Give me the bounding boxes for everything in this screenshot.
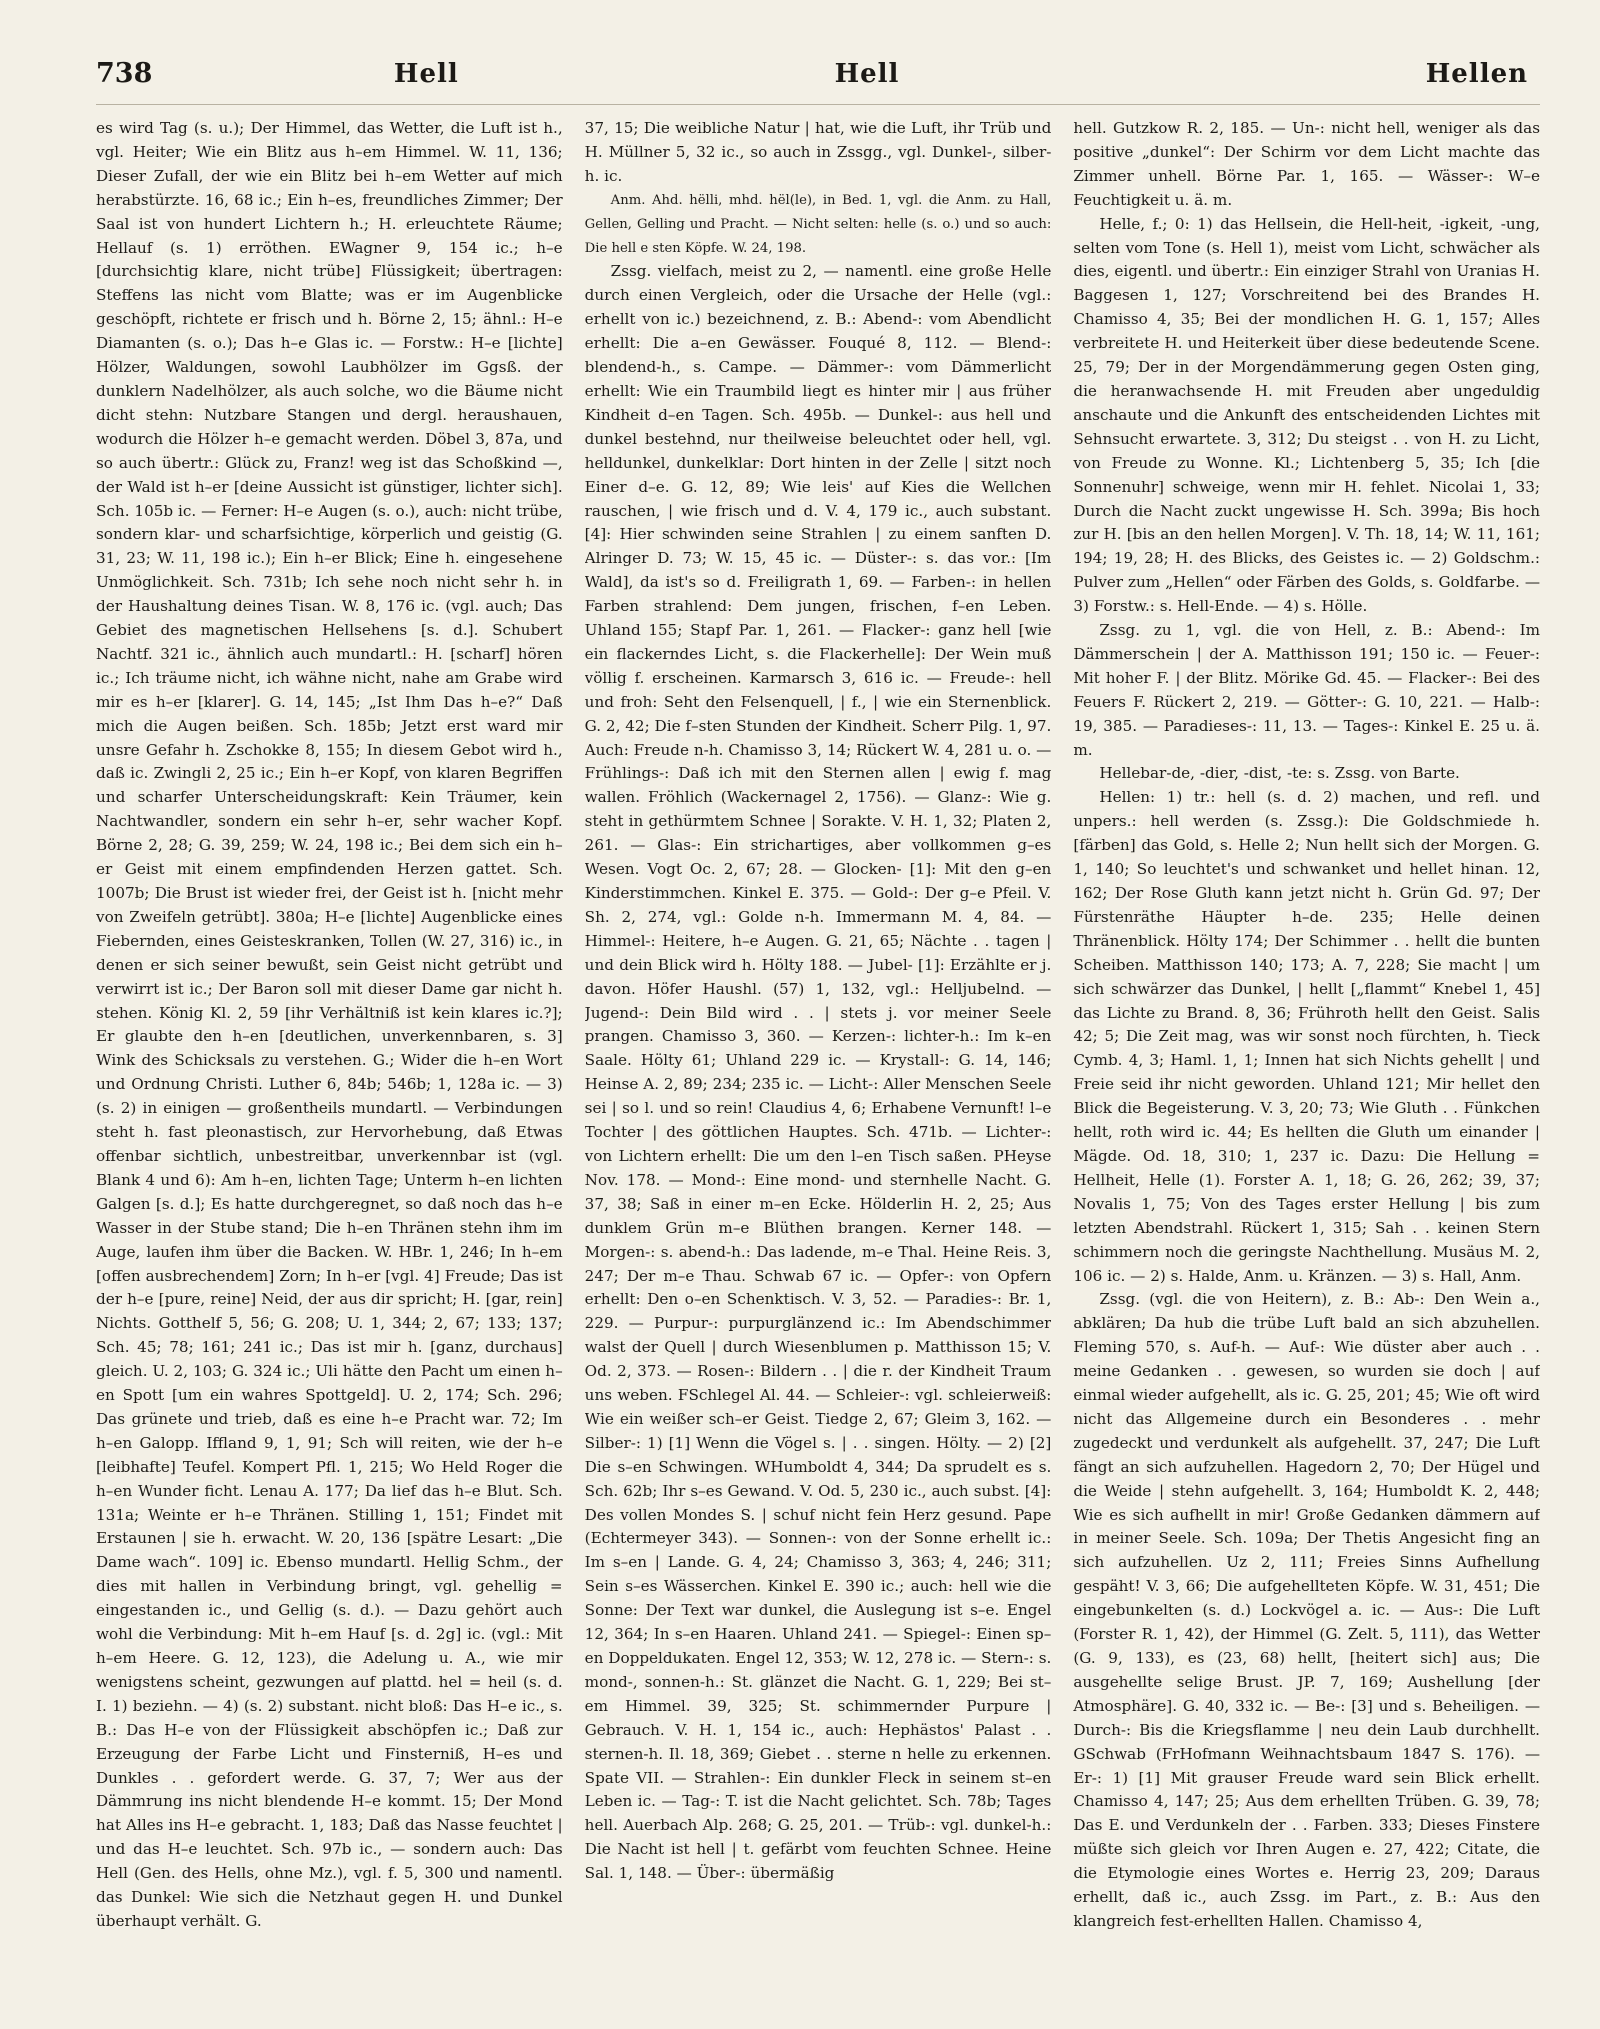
header-left-word: Hell (393, 59, 459, 89)
entry-helle: Helle, f.; 0: 1) das Hellsein, die Hell-heit, -igkeit, -ung, selten vom Tone (s. Hell 1), meist vom Licht, schwächer als dies, eigentl. und übertr.: Ein einziger Strahl von Uranias H. Baggesen 1, 127; Vorschreitend bei des Brandes H. Chamisso 4, 35; Bei der mondlichen H. G. 1, 157; Alles verbreitete H. und Heiterkeit über diese bedeutende Scene. 25, 79; Der in der Morgendämmerung gegen Osten ging, die heranwachsende H. mit Freuden aber ungeduldig anschaute und die Ankunft des entscheidenden Lichtes mit Sehnsucht erwartete. 3, 312; Du steigst . . von H. zu Licht, von Freude zu Wonne. Kl.; Lichtenberg 5, 35; Ich [die Sonnenuhr] schweige, wenn mir H. fehlet. Nicolai 1, 33; Durch die Nacht zuckt ungewisse H. Sch. 399a; Bis hoch zur H. [bis an den hellen Morgen]. V. Th. 18, 14; W. 11, 161; 194; 19, 28; H. des Blicks, des Geistes ic. — 2) Goldschm.: Pulver zum „Hellen“ oder Färben des Golds, s. Goldfarbe. — 3) Forstw.: s. Hell-Ende. — 4) s. Hölle. (1073, 214, 1541, 616)
page-number: 738 (96, 58, 153, 89)
page-header (96, 58, 1540, 105)
entry-hellebarde: Hellebar-de, -dier, -dist, -te: s. Zssg. von Barte. (1099, 764, 1460, 783)
paragraph: Zssg. (vgl. die von Heitern), z. B.: Ab-: Den Wein a., abklären; Da hub die trübe Luft bald an sich abzuhellen. Fleming 570, s. Auf-h. — Auf-: Wie düster aber auch . . meine Gedanken . . gewesen, so wurden sie doch | auf einmal wieder aufgehellt, als ic. G. 25, 201; 45; Wie oft wird nicht das Allgemeine durch ein Besonderes . . mehr zugedeckt und verdunkelt als aufgehellt. 37, 247; Die Luft fängt an sich aufzuhellen. Hagedorn 2, 70; Der Hügel und die Weide | stehn aufgehellt. 3, 164; Humboldt K. 2, 448; Wie es sich aufhellt in mir! Große Gedanken dämmern auf in meiner Seele. Sch. 109a; Der Thetis Angesicht fing an sich aufzuhellen. Uz 2, 111; Freies Sinns Aufhellung gespäht! V. 3, 66; Die aufgehellteten Köpfe. W. 31, 451; Die eingebunkelten (s. d.) Lockvögel a. ic. — Aus-: Die Luft (Forster R. 1, 42), der Himmel (G. Zelt. 5, 111), das Wetter (G. 9, 133), es (23, 68) hellt, [heitert sich] aus; Die ausgehellte selige Brust. JP. 7, 169; Aushellung [der Atmosphäre]. G. 40, 332 ic. — Be-: [3] und s. Beheiligen. — Durch-: Bis die Kriegsflamme | neu dein Laub durchhellt. GSchwab (FrHofmann Weihnachtsbaum 1847 S. 176). — Er-: 1) [1] Mit grauser Freude ward sein Blick erhellt. Chamisso 4, 147; 25; Aus dem erhellten Trüben. G. 39, 78; Das E. und Verdunkeln der . . Farben. 333; Dieses Finstere müßte sich gleich vor Ihren Augen e. 27, 422; Citate, die die Etymologie eines Wortes e. Herrig 23, 209; Daraus erhellt, daß ic., auch Zssg. im Part., z. B.: Aus den klangreich fest-erhellten Hallen. Chamisso 4, (1073, 1290, 1541, 1930)
column-right (1073, 117, 1540, 2007)
entry-hellen: Hellen: 1) tr.: hell (s. d. 2) machen, und refl. und unpers.: hell werden (s. Zssg.): Die Goldschmiede h. [färben] das Gold, s. Helle 2; Nun hellt sich der Morgen. G. 1, 140; So leuchtet's und schwanket und hellet hinan. 12, 162; Der Rose Gluth kann jetzt nicht h. Grün Gd. 97; Der Fürstenräthe Häupter h–de. 235; Helle deinen Thränenblick. Hölty 174; Der Schimmer . . hellt die bunten Scheiben. Matthisson 140; 173; A. 7, 228; Sie macht | um sich schwärzer das Dunkel, | hellt [„flammt“ Knebel 1, 45] das Lichte zu Brand. 8, 36; Frühroth hellt den Geist. Salis 42; 5; Die Zeit mag, was wir sonst noch fürchten, h. Tieck Cymb. 4, 3; Haml. 1, 1; Innen hat sich Nichts gehellt | und Freie seid ihr nicht geworden. Uhland 121; Mir hellet den Blick die Begeisterung. V. 3, 20; 73; Wie Gluth . . Fünkchen hellt, roth wird ic. 44; Es hellten die Gluth um einander | Mägde. Od. 18, 310; 1, 237 ic. Dazu: Die Hellung = Hellheit, Helle (1). Forster A. 1, 18; G. 26, 262; 39, 37; Novalis 1, 75; Von des Tages erster Hellung | bis zum letzten Abendstrahl. Rückert 1, 315; Sah . . keinen Stern schimmern noch die geringste Nachthellung. Musäus M. 2, 106 ic. — 2) s. Halde, Anm. u. Kränzen. — 3) s. Hall, Anm. (1073, 788, 1541, 1285)
paragraph: Zssg. vielfach, meist zu 2, — namentl. eine große Helle durch einen Vergleich, oder die Ursache der Helle (vgl.: erhellt von ic.) bezeichnend, z. B.: Abend-: vom Abendlicht erhellt: Die a–en Gewässer. Fouqué 8, 112. — Blend-: blendend-h., s. Campe. — Dämmer-: vom Dämmerlicht erhellt: Wie ein Traumbild liegt es hinter mir | aus früher Kindheit d–en Tagen. Sch. 495b. — Dunkel-: aus hell und dunkel bestehnd, nur theilweise beleuchtet oder hell, vgl. helldunkel, dunkelklar: Dort hinten in der Zelle | sitzt noch Einer d–e. G. 12, 89; Wie leis' auf Kies die Wellchen rauschen, | wie frisch und d. V. 4, 179 ic., auch substant. [4]: Hier schwinden seine Strahlen | zu einem sanften D. Alringer D. 73; W. 15, 45 ic. — Düster-: s. das vor.: [Im Wald], da ist's so d. Freiligrath 1, 69. — Farben-: in hellen Farben strahlend: Dem jungen, frischen, f–en Leben. Uhland 155; Stapf Par. 1, 261. — Flacker-: ganz hell [wie ein flackerndes Licht, s. die Flackerhelle]: Der Wein muß völlig f. erscheinen. Karmarsch 3, 616 ic. — Freude-: hell und froh: Seht den Felsenquell, | f., | wie ein Sternenblick. G. 2, 42; Die f–sten Stunden der Kindheit. Scherr Pilg. 1, 97. Auch: Freude n-h. Chamisso 3, 14; Rückert W. 4, 281 u. o. — Frühlings-: Daß ich mit den Sternen allen | ewig f. mag wallen. Fröhlich (Wackernagel 2, 1756). — Glanz-: Wie g. steht in gethürmtem Schnee | Sorakte. V. H. 1, 32; Platen 2, 261. — Glas-: Ein strichartiges, aber vollkommen g–es Wesen. Vogt Oc. 2, 67; 28. — Glocken- [1]: Mit den g–en Kinderstimmchen. Kinkel E. 375. — Gold-: Der g–e Pfeil. V. Sh. 2, 274, vgl.: Golde n-h. Immermann M. 4, 84. — Himmel-: Heitere, h–e Augen. G. 21, 65; Nächte . . tagen | und dein Blick wird h. Hölty 188. — Jubel- [1]: Erzählte er j. davon. Höfer Haushl. (57) 1, 132, vgl.: Helljubelnd. — Jugend-: Dein Bild wird . . | stets j. vor meiner Seele prangen. Chamisso 3, 360. — Kerzen-: lichter-h.: Im k–en Saale. Hölty 61; Uhland 229 ic. — Krystall-: G. 14, 146; Heinse A. 2, 89; 234; 235 ic. — Licht-: Aller Menschen Seele sei | so l. und so rein! Claudius 4, 6; Erhabene Vernunft! l–e Tochter | des göttlichen Hauptes. Sch. 471b. — Lichter-: von Lichtern erhellt: Die um den l–en Tisch saßen. PHeyse Nov. 178. — Mond-: Eine mond- und sternhelle Nacht. G. 37, 38; Saß in einer m–en Ecke. Hölderlin H. 2, 25; Aus dunklem Grün m–e Blüthen brangen. Kerner 148. — Morgen-: s. abend-h.: Das ladende, m–e Thal. Heine Reis. 3, 247; Der m–e Thau. Schwab 67 ic. — Opfer-: von Opfern erhellt: Den o–en Schenktisch. V. 3, 52. — Paradies-: Br. 1, 229. — Purpur-: purpurglänzend ic.: Im Abendschimmer walst der Quell | durch Wiesenblumen p. Matthisson 15; V. Od. 2, 373. — Rosen-: Bildern . . | die r. der Kindheit Traum uns weben. FSchlegel Al. 44. — Schleier-: vgl. schleierweiß: Wie ein weißer sch–er Geist. Tiedge 2, 67; Gleim 3, 162. — Silber-: 1) [1] Wenn die Vögel s. | . . singen. Hölty. — 2) [2] Die s–en Schwingen. WHumboldt 4, 344; Da sprudelt es s. Sch. 62b; Ihr s–es Gewand. V. Od. 5, 230 ic., auch subst. [4]: Des vollen Mondes S. | schuf nicht fein Herz gesund. Pape (Echtermeyer 343). — Sonnen-: von der Sonne erhellt ic.: Im s–en | Lande. G. 4, 24; Chamisso 3, 363; 4, 246; 311; Sein s–es Wässerchen. Kinkel E. 390 ic.; auch: hell wie die Sonne: Der Text war dunkel, die Auslegung ist s–e. Engel 12, 364; In s–en Haaren. Uhland 241. — Spiegel-: Einen sp–en Doppeldukaten. Engel 12, 353; W. 12, 278 ic. — Stern-: s. mond-, sonnen-h.: St. glänzet die Nacht. G. 1, 229; Bei st–em Himmel. 39, 325; St. schimmernder Purpure | Gebrauch. V. H. 1, 154 ic., auch: Hephästos' Palast . . sternen-h. Il. 18, 369; Giebet . . sterne n helle zu erkennen. Spate VII. — Strahlen-: Ein dunkler Fleck in seinem st–en Leben ic. — Tag-: T. ist die Nacht gelichtet. Sch. 78b; Tages hell. Auerbach Alp. 268; G. 25, 201. — Trüb-: vgl. dunkel-h.: Die Nacht ist hell | t. gefärbt vom feuchten Schnee. Heine Sal. 1, 148. — Über-: übermäßig (584, 262, 1052, 1883)
paragraph: Zssg. zu 1, vgl. die von Hell, z. B.: Abend-: Im Dämmerschein | der A. Matthisson 191; 150 ic. — Feuer-: Mit hoher F. | der Blitz. Mörike Gd. 45. — Flacker-: Bei des Feuers F. Rückert 2, 219. — Götter-: G. 10, 221. — Halb-: 19, 385. — Paradieses-: 11, 13. — Tages-: Kinkel E. 25 u. ä. m. (1073, 621, 1541, 759)
text-columns (96, 117, 1540, 2007)
column-middle (585, 117, 1052, 2007)
column-left (96, 117, 563, 2007)
paragraph: hell. Gutzkow R. 2, 185. — Un-: nicht hell, weniger als das positive „dunkel“: Der Schirm vor dem Licht machte das Zimmer unhell. Börne Par. 1, 165. — Wässer-: W–e Feuchtigkeit u. ä. m. (1073, 119, 1541, 209)
paragraph: 37, 15; Die weibliche Natur | hat, wie die Luft, ihr Trüb und H. Müllner 5, 32 ic., so auch in Zssgg., vgl. Dunkel-, silber-h. ic. (584, 119, 1052, 185)
paragraph: es wird Tag (s. u.); Der Himmel, das Wetter, die Luft ist h., vgl. Heiter; Wie ein Blitz aus h–em Himmel. W. 11, 136; Dieser Zufall, der wie ein Blitz bei h–em Wetter auf mich herabstürzte. 16, 68 ic.; Ein h–es, freundliches Zimmer; Der Saal ist von hundert Lichtern h.; H. erleuchtete Räume; Hellauf (s. 1) erröthen. EWagner 9, 154 ic.; h–e [durchsichtig klare, nicht trübe] Flüssigkeit; übertragen: Steffens las nicht vom Blatte; was er im Augenblicke geschöpft, richtete er frisch und h. Börne 2, 15; ähnl.: H–e Diamanten (s. o.); Das h–e Glas ic. — Forstw.: H–e [lichte] Hölzer, Waldungen, sowohl Laubhölzer im Ggsß. der dunklern Nadelhölzer, als auch solche, wo die Bäume nicht dicht stehn: Nutzbare Stangen und dergl. heraushauen, wodurch die Hölzer h–e gemacht werden. Döbel 3, 87a, und so auch übertr.: Glück zu, Franz! weg ist das Schoßkind —, der Wald ist h–er [deine Aussicht ist günstiger, lichter sich]. Sch. 105b ic. — Ferner: H–e Augen (s. o.), auch: nicht trübe, sondern klar- und scharfsichtige, körperlich und geistig (G. 31, 23; W. 11, 198 ic.); Ein h–er Blick; Eine h. eingesehene Unmöglichkeit. Sch. 731b; Ich sehe noch nicht sehr h. in der Haushaltung deines Tisan. W. 8, 176 ic. (vgl. auch; Das Gebiet des magnetischen Hellsehens [s. d.]. Schubert Nachtf. 321 ic., ähnlich auch mundartl.: H. [scharf] hören ic.; Ich träume nicht, ich wähne nicht, nahe am Grabe wird mir es h–er [klarer]. G. 14, 145; „Ist Ihm Das h–e?“ Daß mich die Augen beißen. Sch. 185b; Jetzt erst ward mir unsre Gefahr h. Zschokke 8, 155; In diesem Gebot wird h., daß ic. Zwingli 2, 25 ic.; Ein h–er Kopf, von klaren Begriffen und scharfer Unterscheidungskraft: Kein Träumer, kein Nachtwandler, sondern ein sehr h–er, sehr wacher Kopf. Börne 2, 28; G. 39, 259; W. 24, 198 ic.; Bei dem sich ein h–er Geist mit einem empfindenden Herzen gattet. Sch. 1007b; Die Brust ist wieder frei, der Geist ist h. [nicht mehr von Zweifeln getrübt]. 380a; H–e [lichte] Augenblicke eines Fiebernden, eines Geisteskranken, Tollen (W. 27, 316) ic., in denen er sich seiner bewußt, sein Geist nicht getrübt und verwirrt ist ic.; Der Baron soll mit dieser Dame gar nicht h. stehen. König Kl. 2, 59 [ihr Verhältniß ist kein klares ic.?]; Er glaubte den h–en [deutlichen, unverkennbaren, s. 3] Wink des Schicksals zu verstehen. G.; Wider die h–en Wort und Ordnung Christi. Luther 6, 84b; 546b; 1, 128a ic. — 3) (s. 2) in einigen — großentheils mundartl. — Verbindungen steht h. fast pleonastisch, zur Hervorhebung, daß Etwas offenbar sichtlich, unbestreitbar, unverkennbar ist (vgl. Blank 4 und 6): Am h–en, lichten Tage; Unterm h–en lichten Galgen [s. d.]; Es hatte durchgeregnet, so daß noch das h–e Wasser in der Stube stand; Die h–en Thränen stehn ihm im Auge, laufen ihm über die Backen. W. HBr. 1, 246; In h–em [offen ausbrechendem] Zorn; In h–er [vgl. 4] Freude; Das ist der h–e [pure, reine] Neid, der aus dir spricht; H. [gar, rein] Nichts. Gotthelf 5, 56; G. 208; U. 1, 344; 2, 67; 133; 137; Sch. 45; 78; 161; 241 ic.; Das ist mir h. [ganz, durchaus] gleich. U. 2, 103; G. 324 ic.; Uli hätte den Pacht um einen h–en Spott [um ein wahres Spottgeld]. U. 2, 174; Sch. 296; Das grünete und trieb, daß es eine h–e Pracht war. 72; Im h–en Galopp. Iffland 9, 1, 91; Sch will reiten, wie der h–e [leibhafte] Teufel. Kompert Pfl. 1, 215; Wo Held Roger die h–en Wunder ficht. Lenau A. 177; Da lief das h–e Blut. Sch. 131a; Weinte er h–e Thränen. Stilling 1, 151; Findet mit Erstaunen | sie h. erwacht. W. 20, 136 [spätre Lesart: „Die Dame wach“. 109] ic. Ebenso mundartl. Hellig Schm., der dies mit hallen in Verbindung bringt, vgl. gehellig = eingestanden ic., und Gellig (s. d.). — Dazu gehört auch wohl die Verbindung: Mit h–em Hauf [s. d. 2g] ic. (vgl.: Mit h–em Heere. G. 12, 123), die Adelung u. A., wie mir wenigstens scheint, gezwungen auf plattd. hel = heil (s. d. I. 1) beziehn. — 4) (s. 2) substant. nicht bloß: Das H–e ic., s. B.: Das H–e von der Flüssigkeit abschöpfen ic.; Daß zur Erzeugung der Farbe Licht und Finsterniß, H–es und Dunkles . . gefordert werde. G. 37, 7; Wer aus der Dämmrung ins nicht blendende H–e kommt. 15; Der Mond hat Alles ins H–e gebracht. 1, 183; Daß das Nasse feuchtet | und das H–e leuchtet. Sch. 97b ic., — sondern auch: Das Hell (Gen. des Hells, ohne Mz.), vgl. f. 5, 300 und namentl. das Dunkel: Wie sich die Netzhaut gegen H. und Dunkel überhaupt verhält. G. (96, 119, 563, 1930)
header-center-word: Hell (834, 59, 900, 89)
header-right-word: Hellen (1425, 59, 1529, 89)
annotation-paragraph: Anm. Ahd. hëlli, mhd. hël(le), in Bed. 1, vgl. die Anm. zu Hall, Gellen, Gelling und Pracht. — Nicht selten: helle (s. o.) und so auch: Die hell e sten Köpfe. W. 24, 198. (584, 192, 1052, 256)
